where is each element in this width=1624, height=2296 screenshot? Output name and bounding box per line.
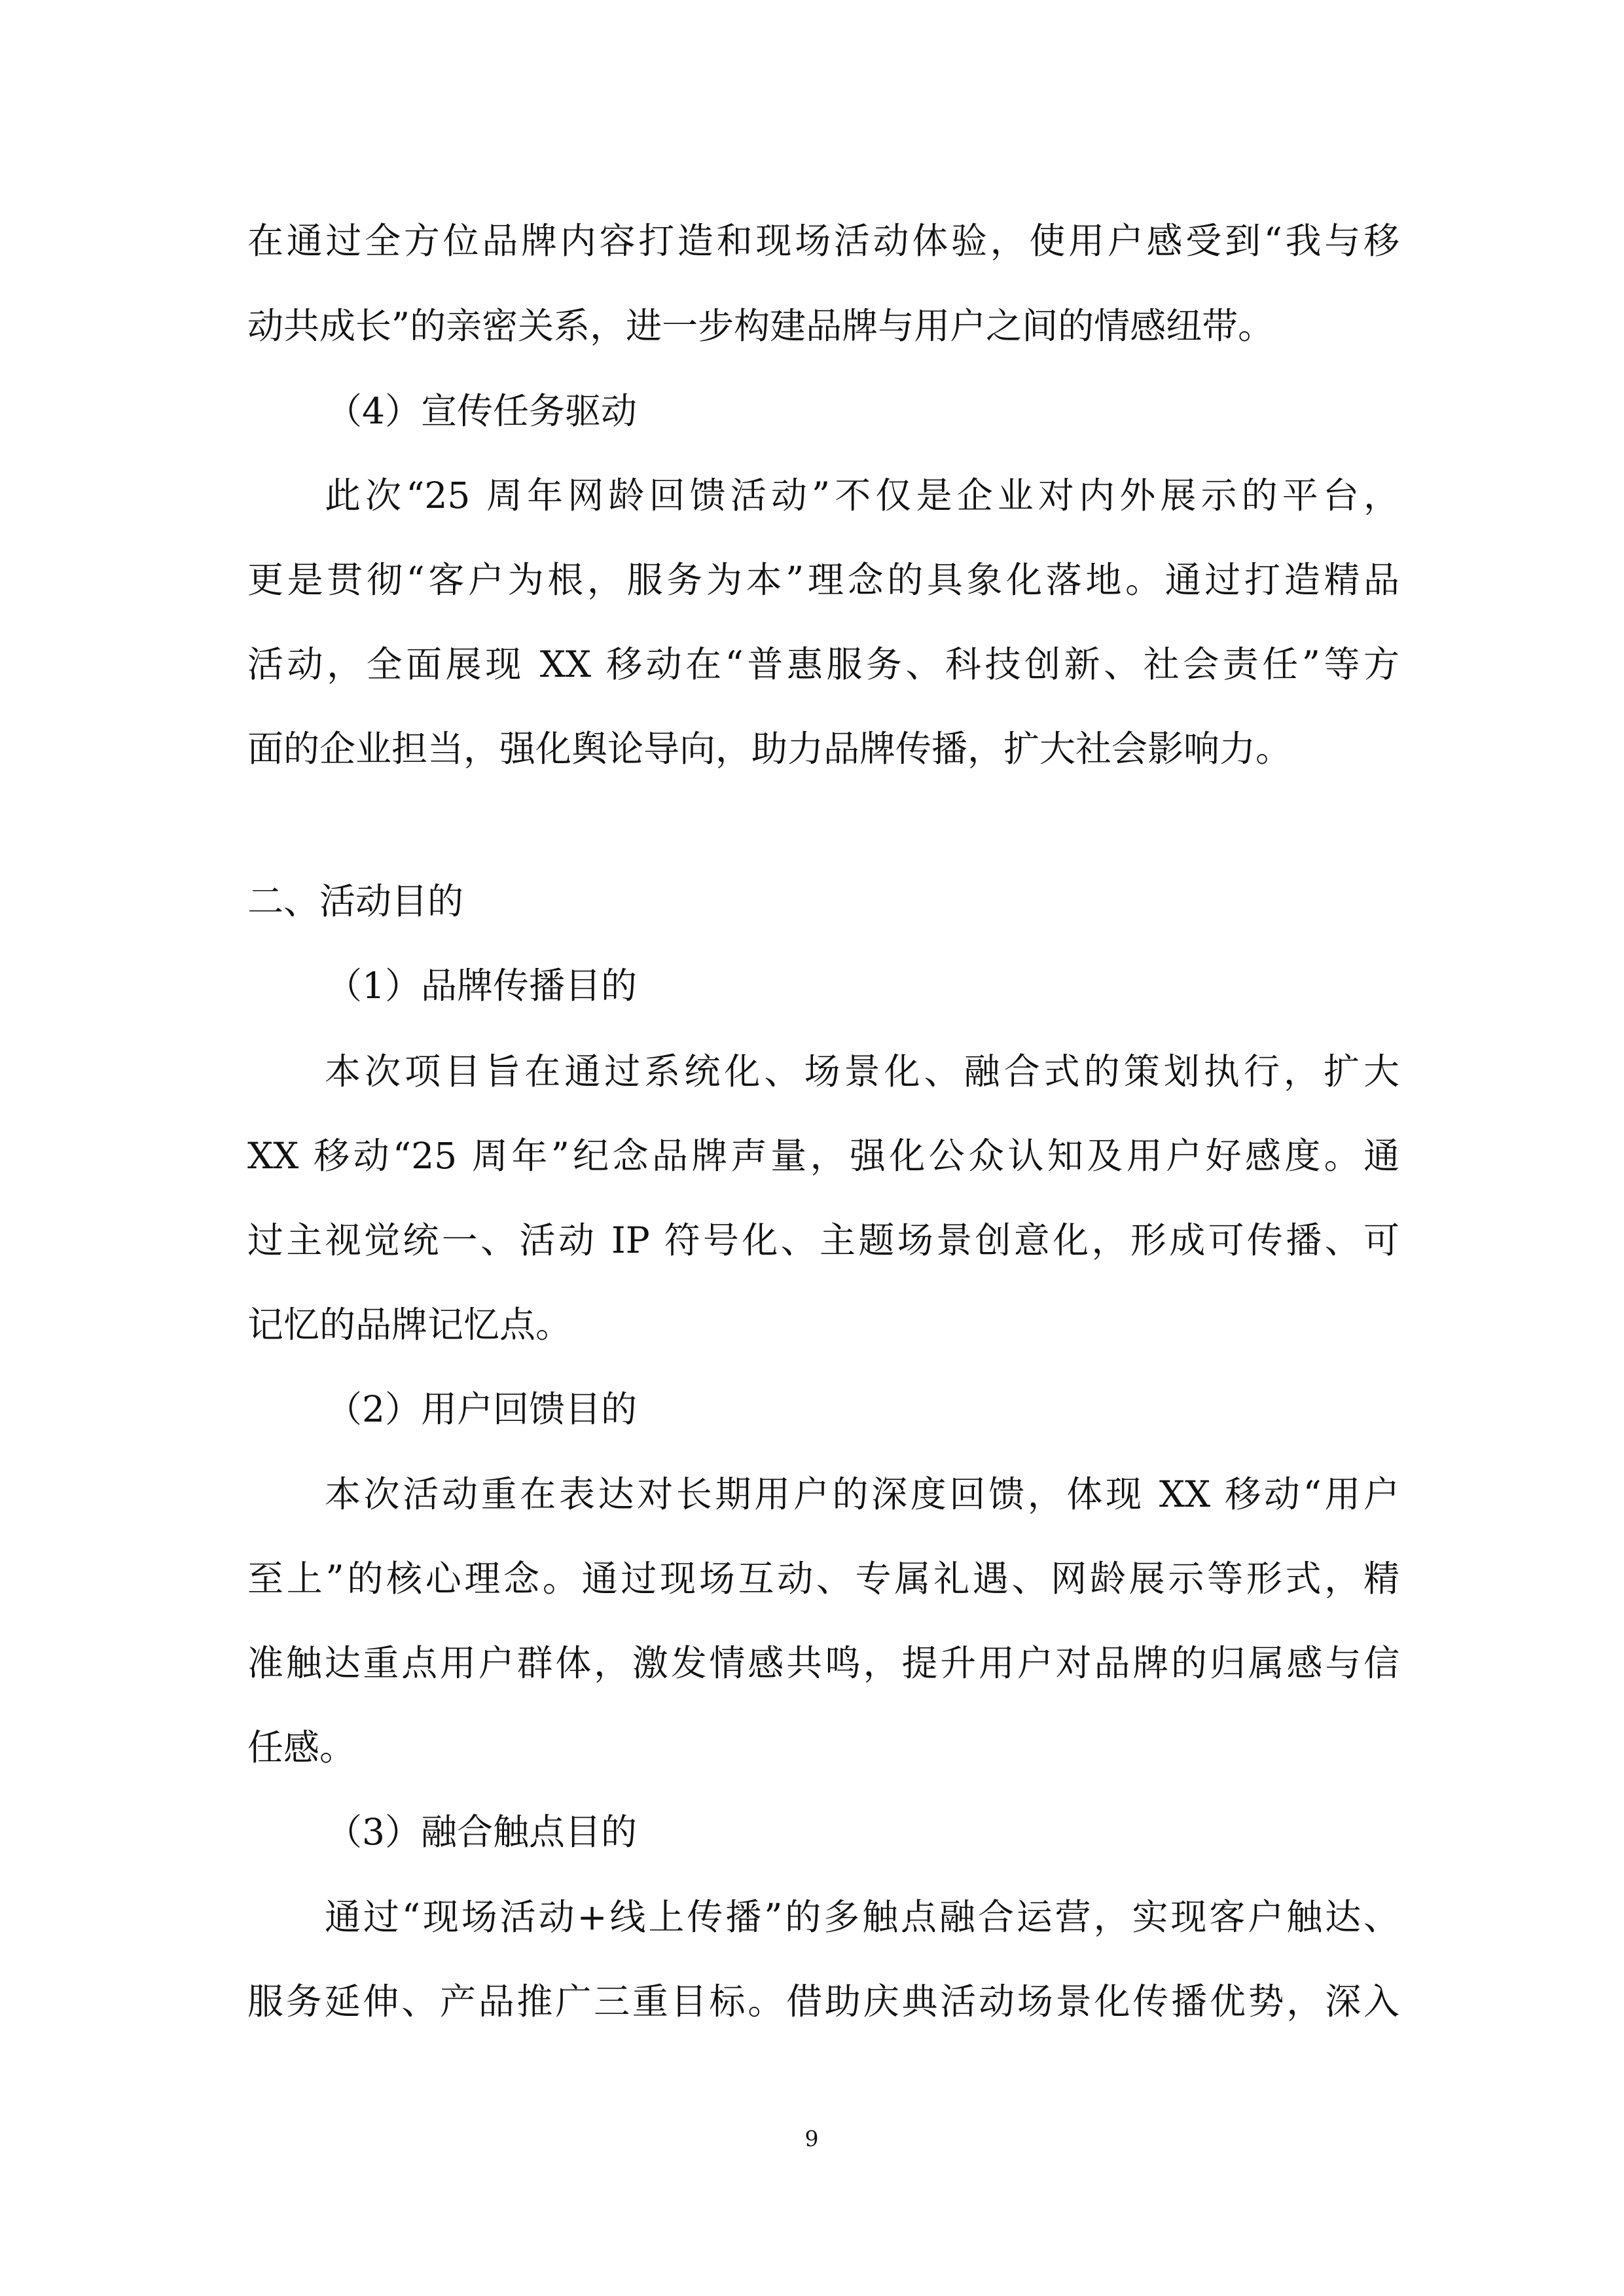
paragraph-line: 此次“25 周年网龄回馈活动”不仅是企业对内外展示的平台，	[325, 475, 1399, 516]
paragraph-line: 面的企业担当，强化舆论导向，助力品牌传播，扩大社会影响力。	[247, 728, 1292, 770]
paragraph-line: 服务延伸、产品推广三重目标。借助庆典活动场景化传播优势，深入	[247, 1981, 1399, 2022]
subheading-promotion-task: （4）宣传任务驱动	[326, 390, 637, 432]
paragraph-line: 活动，全面展现 XX 移动在“普惠服务、科技创新、社会责任”等方	[247, 643, 1399, 685]
paragraph-line: 本次项目旨在通过系统化、场景化、融合式的策划执行，扩大	[325, 1050, 1399, 1092]
paragraph-line: XX 移动“25 周年”纪念品牌声量，强化公众认知及用户好感度。通	[247, 1135, 1399, 1177]
subheading-user-reward: （2）用户回馈目的	[326, 1388, 637, 1430]
paragraph-line: 过主视觉统一、活动 IP 符号化、主题场景创意化，形成可传播、可	[247, 1219, 1399, 1261]
paragraph-line: 通过“现场活动+线上传播”的多触点融合运营，实现客户触达、	[325, 1896, 1399, 1938]
page-number: 9	[804, 2126, 819, 2151]
paragraph-line: 至上”的核心理念。通过现场互动、专属礼遇、网龄展示等形式，精	[247, 1558, 1399, 1600]
section-heading-activity-purpose: 二、活动目的	[247, 880, 464, 922]
subheading-touchpoint-purpose: （3）融合触点目的	[326, 1811, 637, 1853]
paragraph-line: 动共成长”的亲密关系，进一步构建品牌与用户之间的情感纽带。	[247, 305, 1274, 347]
paragraph-line: 准触达重点用户群体，激发情感共鸣，提升用户对品牌的归属感与信	[247, 1642, 1399, 1684]
subheading-brand-purpose: （1）品牌传播目的	[326, 965, 637, 1007]
paragraph-line: 本次活动重在表达对长期用户的深度回馈，体现 XX 移动“用户	[325, 1473, 1399, 1515]
paragraph-line: 记忆的品牌记忆点。	[247, 1304, 572, 1346]
paragraph-line: 更是贯彻“客户为根，服务为本”理念的具象化落地。通过打造精品	[247, 559, 1399, 601]
paragraph-line: 在通过全方位品牌内容打造和现场活动体验，使用户感受到“我与移	[247, 220, 1399, 262]
paragraph-line: 任感。	[247, 1727, 356, 1768]
